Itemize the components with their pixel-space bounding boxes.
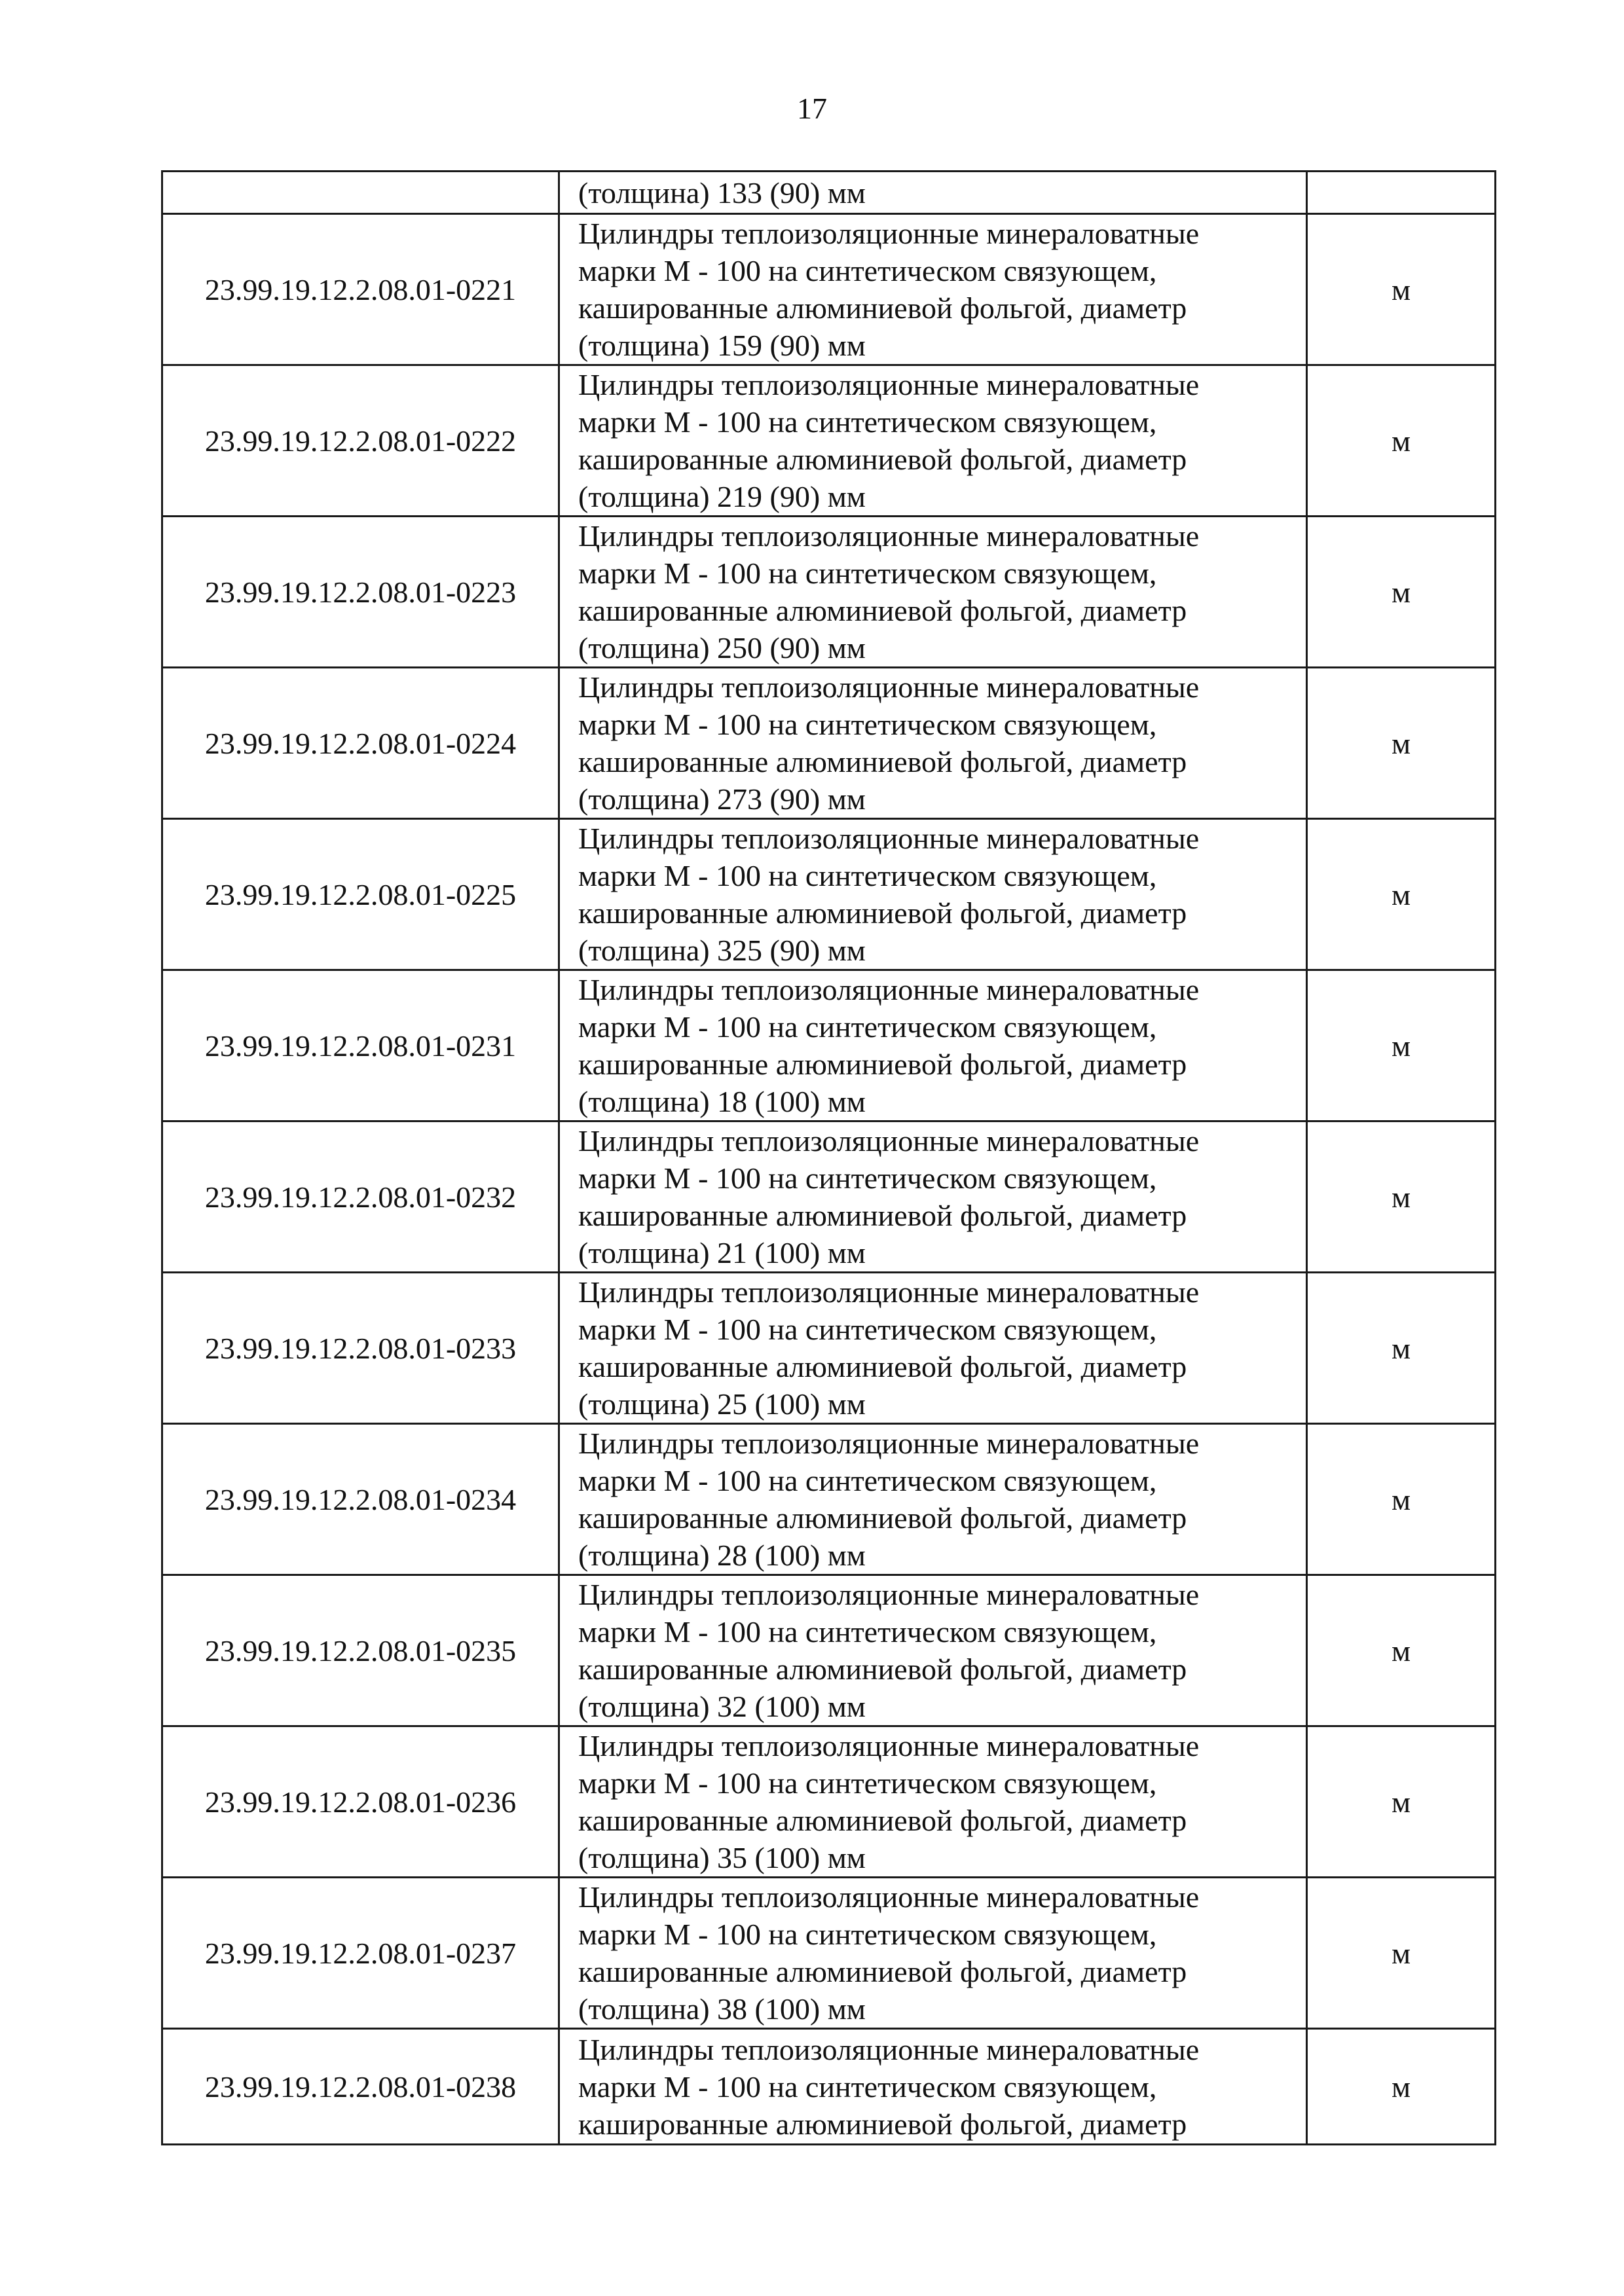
cell-code: 23.99.19.12.2.08.01-0233 bbox=[162, 1273, 559, 1424]
cell-unit: м bbox=[1307, 1121, 1496, 1273]
cell-description bbox=[559, 1575, 1307, 1726]
table-row bbox=[162, 970, 1496, 1121]
cell-code: 23.99.19.12.2.08.01-0223 bbox=[162, 517, 559, 668]
description-line: (толщина) 21 (100) мм bbox=[578, 1236, 866, 1269]
table-row bbox=[162, 2029, 1496, 2145]
description-line: марки М - 100 на синтетическом связующем, bbox=[578, 1313, 1157, 1346]
cell-unit: м bbox=[1307, 517, 1496, 668]
cell-code: 23.99.19.12.2.08.01-0238 bbox=[162, 2029, 559, 2145]
description-line: (толщина) 32 (100) мм bbox=[578, 1690, 866, 1723]
cell-unit: м bbox=[1307, 1726, 1496, 1878]
table-row bbox=[162, 819, 1496, 970]
description-line: Цилиндры теплоизоляционные минераловатные bbox=[578, 519, 1200, 553]
cell-unit: м bbox=[1307, 970, 1496, 1121]
cell-description bbox=[559, 819, 1307, 970]
description-line: марки М - 100 на синтетическом связующем, bbox=[578, 1464, 1157, 1497]
description-line: (толщина) 325 (90) мм bbox=[578, 934, 866, 967]
description-line: кашированные алюминиевой фольгой, диаметр bbox=[578, 1652, 1187, 1686]
description-line: Цилиндры теплоизоляционные минераловатные bbox=[578, 1578, 1200, 1611]
description-line: кашированные алюминиевой фольгой, диаметр bbox=[578, 1804, 1187, 1837]
description-line: марки М - 100 на синтетическом связующем, bbox=[578, 556, 1157, 590]
description-line: (толщина) 159 (90) мм bbox=[578, 329, 866, 362]
description-line: кашированные алюминиевой фольгой, диаметр bbox=[578, 1955, 1187, 1988]
description-line: (толщина) 18 (100) мм bbox=[578, 1085, 866, 1118]
table-row-continuation bbox=[162, 172, 1496, 214]
description-line: марки М - 100 на синтетическом связующем, bbox=[578, 1918, 1157, 1951]
description-line: Цилиндры теплоизоляционные минераловатные bbox=[578, 368, 1200, 401]
description-line: Цилиндры теплоизоляционные минераловатные bbox=[578, 1729, 1200, 1762]
description-line: (толщина) 25 (100) мм bbox=[578, 1387, 866, 1421]
cell-code: 23.99.19.12.2.08.01-0232 bbox=[162, 1121, 559, 1273]
cell-description bbox=[559, 517, 1307, 668]
cell-description bbox=[559, 970, 1307, 1121]
cell-code: 23.99.19.12.2.08.01-0225 bbox=[162, 819, 559, 970]
table-row bbox=[162, 1878, 1496, 2029]
description-line: кашированные алюминиевой фольгой, диаметр bbox=[578, 896, 1187, 930]
description-line: (толщина) 28 (100) мм bbox=[578, 1539, 866, 1572]
description-line: (толщина) 133 (90) мм bbox=[578, 175, 866, 210]
description-line: марки М - 100 на синтетическом связующем, bbox=[578, 1010, 1157, 1044]
cell-unit: м bbox=[1307, 1878, 1496, 2029]
cell-code: 23.99.19.12.2.08.01-0236 bbox=[162, 1726, 559, 1878]
cell-code: 23.99.19.12.2.08.01-0235 bbox=[162, 1575, 559, 1726]
description-line: марки М - 100 на синтетическом связующем, bbox=[578, 1766, 1157, 1800]
description-line: Цилиндры теплоизоляционные минераловатные bbox=[578, 1880, 1200, 1914]
cell-description bbox=[559, 2029, 1307, 2145]
description-line: кашированные алюминиевой фольгой, диаметр bbox=[578, 1350, 1187, 1383]
cell-code: 23.99.19.12.2.08.01-0237 bbox=[162, 1878, 559, 2029]
cell-unit: м bbox=[1307, 1575, 1496, 1726]
cell-unit: м bbox=[1307, 668, 1496, 819]
page-number: 17 bbox=[797, 92, 827, 125]
table-row bbox=[162, 365, 1496, 517]
description-line: (толщина) 35 (100) мм bbox=[578, 1841, 866, 1874]
description-line: Цилиндры теплоизоляционные минераловатные bbox=[578, 217, 1200, 250]
description-line: кашированные алюминиевой фольгой, диаметр bbox=[578, 443, 1187, 476]
description-line: (толщина) 219 (90) мм bbox=[578, 480, 866, 513]
cell-description bbox=[559, 668, 1307, 819]
table-row bbox=[162, 517, 1496, 668]
description-line: Цилиндры теплоизоляционные минераловатные bbox=[578, 973, 1200, 1006]
cell-description bbox=[559, 1726, 1307, 1878]
cell-unit: м bbox=[1307, 214, 1496, 365]
cell-description bbox=[559, 365, 1307, 517]
cell-unit: м bbox=[1307, 819, 1496, 970]
description-line: кашированные алюминиевой фольгой, диаметр bbox=[578, 2107, 1187, 2141]
cell-description bbox=[559, 1424, 1307, 1575]
description-line: кашированные алюминиевой фольгой, диаметр bbox=[578, 594, 1187, 627]
cell-code: 23.99.19.12.2.08.01-0222 bbox=[162, 365, 559, 517]
description-line: Цилиндры теплоизоляционные минераловатные bbox=[578, 1275, 1200, 1309]
table-row bbox=[162, 1726, 1496, 1878]
description-line: марки М - 100 на синтетическом связующем, bbox=[578, 405, 1157, 439]
cell-description bbox=[559, 214, 1307, 365]
description-line: марки М - 100 на синтетическом связующем, bbox=[578, 254, 1157, 287]
cell-code: 23.99.19.12.2.08.01-0224 bbox=[162, 668, 559, 819]
description-line: марки М - 100 на синтетическом связующем, bbox=[578, 1615, 1157, 1649]
table-row bbox=[162, 214, 1496, 365]
table-row bbox=[162, 1424, 1496, 1575]
cell-description bbox=[559, 1121, 1307, 1273]
cell-unit: м bbox=[1307, 1273, 1496, 1424]
cell-code: 23.99.19.12.2.08.01-0231 bbox=[162, 970, 559, 1121]
description-line: кашированные алюминиевой фольгой, диаметр bbox=[578, 1048, 1187, 1081]
description-line: Цилиндры теплоизоляционные минераловатные bbox=[578, 1124, 1200, 1157]
cell-code: 23.99.19.12.2.08.01-0234 bbox=[162, 1424, 559, 1575]
description-line: Цилиндры теплоизоляционные минераловатные bbox=[578, 670, 1200, 704]
cell-description bbox=[559, 1878, 1307, 2029]
cell-unit: м bbox=[1307, 1424, 1496, 1575]
table-row bbox=[162, 1273, 1496, 1424]
table-body bbox=[162, 172, 1496, 2145]
table-row bbox=[162, 1121, 1496, 1273]
table-row bbox=[162, 668, 1496, 819]
cell-unit: м bbox=[1307, 2029, 1496, 2145]
description-line: (толщина) 273 (90) мм bbox=[578, 782, 866, 816]
cell-unit: м bbox=[1307, 365, 1496, 517]
table-row bbox=[162, 1575, 1496, 1726]
description-line: Цилиндры теплоизоляционные минераловатные bbox=[578, 1427, 1200, 1460]
description-line: кашированные алюминиевой фольгой, диаметр bbox=[578, 291, 1187, 325]
cell-description bbox=[559, 172, 1307, 214]
description-line: кашированные алюминиевой фольгой, диаметр bbox=[578, 1501, 1187, 1535]
cell-code bbox=[162, 172, 559, 214]
description-line: кашированные алюминиевой фольгой, диаметр bbox=[578, 745, 1187, 778]
description-line: (толщина) 38 (100) мм bbox=[578, 1992, 866, 2026]
cell-description bbox=[559, 1273, 1307, 1424]
cell-unit bbox=[1307, 172, 1496, 214]
materials-table bbox=[161, 170, 1496, 2145]
description-line: марки М - 100 на синтетическом связующем, bbox=[578, 859, 1157, 892]
cell-code: 23.99.19.12.2.08.01-0221 bbox=[162, 214, 559, 365]
description-line: марки М - 100 на синтетическом связующем, bbox=[578, 2069, 1157, 2104]
description-line: марки М - 100 на синтетическом связующем, bbox=[578, 708, 1157, 741]
description-line: Цилиндры теплоизоляционные минераловатные bbox=[578, 822, 1200, 855]
description-line: марки М - 100 на синтетическом связующем, bbox=[578, 1161, 1157, 1195]
description-line: кашированные алюминиевой фольгой, диаметр bbox=[578, 1199, 1187, 1232]
description-line: (толщина) 250 (90) мм bbox=[578, 631, 866, 665]
description-line: Цилиндры теплоизоляционные минераловатные bbox=[578, 2032, 1200, 2066]
